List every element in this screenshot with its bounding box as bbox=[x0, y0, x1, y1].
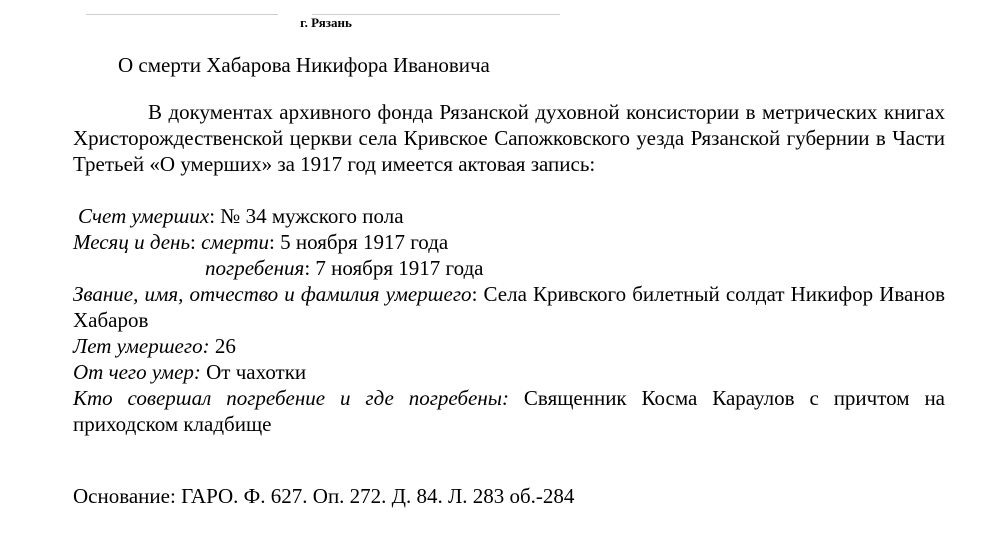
record-death-label: смерти bbox=[201, 230, 270, 254]
record-death-value: 5 ноября 1917 года bbox=[280, 230, 449, 254]
document-title: О смерти Хабарова Никифора Ивановича bbox=[118, 53, 490, 77]
record-burial-date-line bbox=[205, 255, 1000, 281]
record-cause-value: От чахотки bbox=[206, 360, 307, 384]
record-cause-line bbox=[73, 359, 945, 385]
record-count-label: Счет умерших bbox=[78, 204, 210, 228]
record-cause-label: От чего умер: bbox=[73, 360, 201, 384]
record-burial-by-value: Священник Косма Караулов с причтом на приходском кладбище bbox=[73, 386, 946, 436]
record-burial-by-line bbox=[73, 385, 945, 437]
colon: : bbox=[190, 230, 202, 254]
colon: : bbox=[304, 256, 316, 280]
record-age-line bbox=[73, 333, 945, 359]
record-count-value: № 34 мужского пола bbox=[220, 204, 404, 228]
record-name-label: Звание, имя, отчество и фамилия умершего bbox=[73, 282, 472, 306]
colon: : bbox=[471, 282, 484, 306]
record-month-day-label: Месяц и день bbox=[73, 230, 190, 254]
colon: : bbox=[209, 204, 221, 228]
record-age-value: 26 bbox=[214, 334, 236, 358]
record-name-value: Села Кривского билетный солдат Никифор Иванов Хабаров bbox=[73, 282, 945, 332]
record-age-label: Лет умершего: bbox=[73, 334, 210, 358]
intro-paragraph: В документах архивного фонда Рязанской духовной консистории в метрических книгах Христорождественской церкви села Кривское Сапожковского уезда Рязанской губернии в Части Третьей «О умерших» за 1917 год имеется актовая запись: bbox=[73, 100, 945, 176]
record-month-day-line bbox=[73, 229, 945, 255]
city-header: г. Рязань bbox=[300, 15, 352, 30]
colon: : bbox=[269, 230, 281, 254]
record-burial-label: погребения bbox=[205, 256, 305, 280]
basis-reference: Основание: ГАРО. Ф. 627. Оп. 272. Д. 84. Л. 283 об.-284 bbox=[73, 484, 575, 508]
record-burial-value: 7 ноября 1917 года bbox=[315, 256, 484, 280]
record-name-line bbox=[73, 281, 945, 333]
record-count-line bbox=[78, 203, 950, 229]
record-burial-by-label: Кто совершал погребение и где погребены: bbox=[73, 386, 509, 410]
